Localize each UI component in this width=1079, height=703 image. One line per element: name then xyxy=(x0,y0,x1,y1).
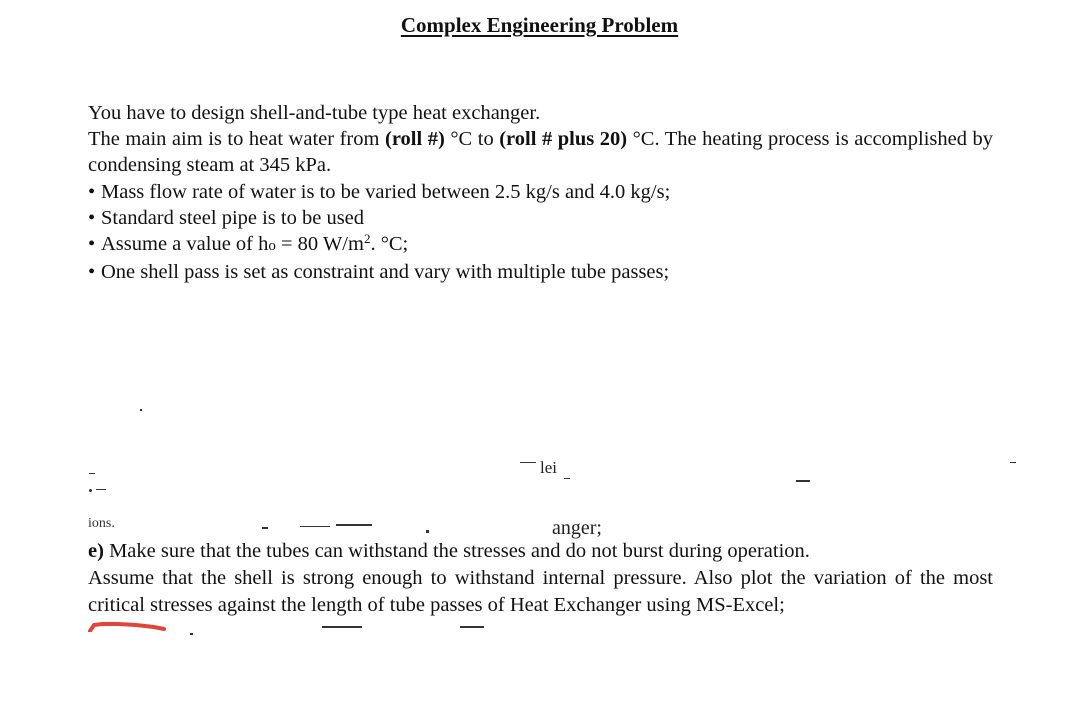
requirements-list xyxy=(88,179,993,286)
fragment-mark xyxy=(300,526,330,527)
fragment-mark xyxy=(564,478,570,479)
section-e-line2: Assume that the shell is strong enough to withstand internal pressure. Also plot the variation of the most critical stresses against the length of tube passes of Heat Exchanger using MS-Excel; xyxy=(88,567,993,616)
fragment-mark xyxy=(89,489,92,492)
page-title: Complex Engineering Problem xyxy=(400,13,679,37)
fragment-mark xyxy=(140,409,142,411)
bullet-icon: • xyxy=(88,180,96,203)
fragment-mark xyxy=(96,489,106,490)
section-e-text: Make sure that the tubes can withstand the stresses and do not burst during operation. xyxy=(103,540,810,562)
list-item xyxy=(88,179,993,205)
red-scribble-mark xyxy=(88,622,168,632)
ho-suffix: . °C; xyxy=(370,233,409,256)
fragment-text: anger; xyxy=(552,517,602,539)
bullet-icon: • xyxy=(88,206,96,229)
list-item-text: Mass flow rate of water is to be varied between 2.5 kg/s and 4.0 kg/s; xyxy=(101,180,671,203)
fragment-mark xyxy=(89,473,95,474)
aim-paragraph xyxy=(88,126,993,178)
list-item xyxy=(88,231,993,259)
aim-roll-plus: (roll # plus 20) xyxy=(499,128,628,151)
list-item-text: Standard steel pipe is to be used xyxy=(101,206,365,229)
fragment-text: lei xyxy=(540,458,557,477)
aim-prefix: The main aim is to heat water from xyxy=(88,128,385,151)
aim-suffix: °C. The heating process is accomplished by condensing steam at 345 kPa. xyxy=(88,128,993,177)
section-e-label: e) xyxy=(88,540,104,562)
problem-statement xyxy=(88,100,993,285)
fragment-mark xyxy=(190,633,193,635)
fragment-mark xyxy=(426,530,429,533)
intro-line: You have to design shell-and-tube type heat exchanger. xyxy=(88,102,541,124)
fragment-mark xyxy=(460,626,484,628)
ho-mid: = 80 W/m xyxy=(275,233,364,256)
ho-superscript: 2 xyxy=(363,231,371,247)
ho-prefix: Assume a value of h xyxy=(101,233,269,256)
fragment-text: ions. xyxy=(88,516,115,531)
bullet-icon: • xyxy=(88,261,96,284)
fragment-mark xyxy=(796,480,810,482)
aim-roll: (roll #) xyxy=(385,128,445,151)
list-item-text: One shell pass is set as constraint and vary with multiple tube passes; xyxy=(101,261,670,284)
fragment-mark xyxy=(336,524,372,526)
section-e-line1 xyxy=(88,538,993,565)
list-item xyxy=(88,259,993,285)
fragment-mark xyxy=(520,462,536,463)
bullet-icon: • xyxy=(88,233,96,256)
fragment-mark xyxy=(262,527,268,529)
list-item-text xyxy=(101,233,408,255)
fragment-mark xyxy=(322,626,362,628)
ho-subscript: o xyxy=(268,238,276,255)
aim-mid: °C to xyxy=(444,128,500,151)
fragment-mark xyxy=(1010,462,1016,463)
section-e xyxy=(88,538,993,619)
red-scribble-stroke xyxy=(90,624,164,631)
list-item xyxy=(88,205,993,231)
